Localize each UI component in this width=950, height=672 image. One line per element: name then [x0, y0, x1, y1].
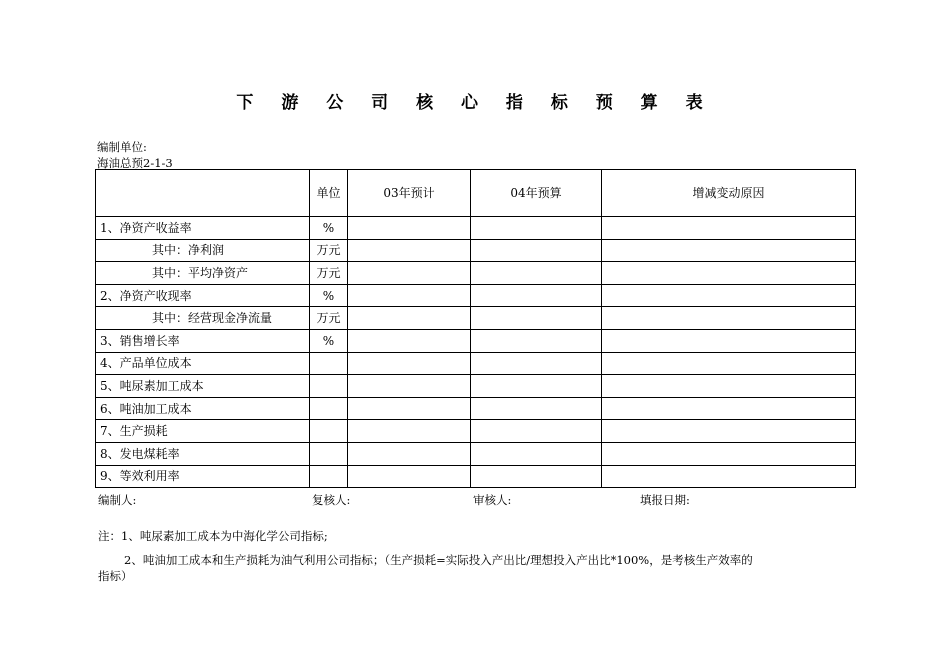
table-row [96, 397, 856, 420]
cell-reason[interactable] [602, 284, 856, 307]
cell-2003[interactable] [348, 217, 471, 240]
row-unit: 万元 [310, 307, 348, 330]
cell-reason[interactable] [602, 397, 856, 420]
row-label: 3、销售增长率 [96, 329, 310, 352]
header-2003-estimate: 03年预计 [348, 170, 471, 217]
row-label: 其中：平均净资产 [96, 262, 310, 285]
cell-reason[interactable] [602, 352, 856, 375]
cell-2003[interactable] [348, 465, 471, 488]
table-row [96, 352, 856, 375]
cell-reason[interactable] [602, 442, 856, 465]
cell-2003[interactable] [348, 329, 471, 352]
row-unit: 万元 [310, 239, 348, 262]
cell-reason[interactable] [602, 217, 856, 240]
table-row [96, 329, 856, 352]
fill-date-label: 填报日期: [640, 493, 690, 507]
cell-2003[interactable] [348, 442, 471, 465]
cell-reason[interactable] [602, 239, 856, 262]
row-label: 9、等效利用率 [96, 465, 310, 488]
reviewer-label: 复核人: [312, 493, 351, 507]
note-2-continuation: 指标） [98, 569, 133, 583]
row-label: 其中：净利润 [96, 239, 310, 262]
row-unit [310, 375, 348, 398]
table-row [96, 420, 856, 443]
table-row [96, 375, 856, 398]
note-1: 注：1、吨尿素加工成本为中海化学公司指标; [98, 529, 328, 543]
header-2004-budget: 04年预算 [471, 170, 602, 217]
cell-reason[interactable] [602, 465, 856, 488]
cell-2004[interactable] [471, 352, 602, 375]
auditor-label: 审核人: [473, 493, 512, 507]
cell-2004[interactable] [471, 442, 602, 465]
row-label: 5、吨尿素加工成本 [96, 375, 310, 398]
table-row [96, 217, 856, 240]
cell-reason[interactable] [602, 262, 856, 285]
cell-2003[interactable] [348, 397, 471, 420]
table-header-row [96, 170, 856, 217]
table-row [96, 239, 856, 262]
row-label: 其中：经营现金净流量 [96, 307, 310, 330]
cell-2003[interactable] [348, 352, 471, 375]
row-unit: 万元 [310, 262, 348, 285]
org-label: 编制单位: [97, 140, 147, 154]
cell-2004[interactable] [471, 239, 602, 262]
cell-2004[interactable] [471, 329, 602, 352]
table-row [96, 284, 856, 307]
row-label: 8、发电煤耗率 [96, 442, 310, 465]
row-label: 7、生产损耗 [96, 420, 310, 443]
row-label: 2、净资产收现率 [96, 284, 310, 307]
note-2: 2、吨油加工成本和生产损耗为油气利用公司指标；（生产损耗=实际投入产出比/理想投入产出比*100%，是考核生产效率的 [124, 553, 753, 567]
cell-2004[interactable] [471, 397, 602, 420]
cell-2003[interactable] [348, 307, 471, 330]
budget-table [95, 169, 856, 488]
row-unit [310, 420, 348, 443]
table-row [96, 465, 856, 488]
header-item [96, 170, 310, 217]
cell-2004[interactable] [471, 262, 602, 285]
row-unit [310, 442, 348, 465]
row-label: 1、净资产收益率 [96, 217, 310, 240]
cell-2004[interactable] [471, 307, 602, 330]
header-unit: 单位 [310, 170, 348, 217]
header-change-reason: 增减变动原因 [602, 170, 856, 217]
row-label: 4、产品单位成本 [96, 352, 310, 375]
row-unit: % [310, 284, 348, 307]
cell-2003[interactable] [348, 239, 471, 262]
cell-2004[interactable] [471, 217, 602, 240]
row-unit [310, 397, 348, 420]
page-title: 下 游 公 司 核 心 指 标 预 算 表 [236, 93, 714, 113]
form-code: 海油总预2-1-3 [97, 156, 173, 170]
row-unit [310, 352, 348, 375]
cell-2004[interactable] [471, 420, 602, 443]
row-unit: % [310, 329, 348, 352]
table-row [96, 307, 856, 330]
row-unit: % [310, 217, 348, 240]
cell-reason[interactable] [602, 307, 856, 330]
cell-2003[interactable] [348, 284, 471, 307]
cell-reason[interactable] [602, 420, 856, 443]
cell-reason[interactable] [602, 375, 856, 398]
cell-2004[interactable] [471, 465, 602, 488]
row-unit [310, 465, 348, 488]
row-label: 6、吨油加工成本 [96, 397, 310, 420]
cell-2003[interactable] [348, 262, 471, 285]
cell-2004[interactable] [471, 284, 602, 307]
cell-2004[interactable] [471, 375, 602, 398]
cell-2003[interactable] [348, 420, 471, 443]
preparer-label: 编制人: [98, 493, 137, 507]
cell-reason[interactable] [602, 329, 856, 352]
table-row [96, 442, 856, 465]
table-row [96, 262, 856, 285]
cell-2003[interactable] [348, 375, 471, 398]
